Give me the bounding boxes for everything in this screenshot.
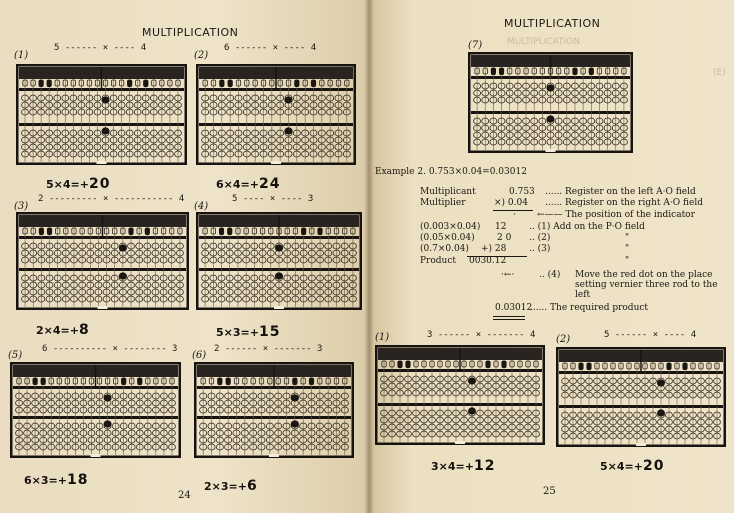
result-rule — [493, 316, 525, 317]
figure-multiplication-marker: 2 ------ × ------- 3 — [214, 344, 323, 354]
figure-number: (1) — [14, 50, 29, 61]
figure-multiplication-marker: 5 ------ × ---- 4 — [604, 330, 697, 340]
figure-number: (1) — [375, 332, 390, 343]
soroban-abacus-illustration — [196, 212, 362, 310]
right-page-title: MULTIPLICATION — [504, 17, 601, 30]
row-value: +) 28 — [481, 244, 507, 254]
ditto-mark: " — [625, 233, 630, 243]
figure-caption: 2×3=+6 — [204, 478, 258, 494]
row-note: .. (1) Add on the P·O field — [529, 222, 645, 232]
book-gutter — [364, 0, 374, 513]
figure-multiplication-marker: 5 ---- × ---- 3 — [232, 194, 314, 204]
row-note: ...... Register on the left A·O field — [545, 187, 696, 197]
ditto-mark: " — [625, 256, 630, 266]
figure-caption: 6×4=+24 — [216, 176, 281, 192]
figure-number: (3) — [14, 201, 29, 212]
soroban-abacus-illustration — [196, 64, 356, 165]
ditto-mark: " — [625, 244, 630, 254]
row-label: Multiplier — [420, 198, 466, 208]
figure-multiplication-marker: 6 ---------- × -------- 3 — [42, 344, 178, 354]
figure-number: (2) — [556, 334, 571, 345]
page-number: 25 — [543, 486, 556, 497]
row-value: 2 0 — [497, 233, 512, 243]
figure-number: (5) — [8, 350, 23, 361]
figure-multiplication-marker: 2 --------- × ----------- 4 — [38, 194, 185, 204]
figure-number: (6) — [192, 350, 207, 361]
result-rule — [493, 319, 525, 320]
step4-arrow: ·←· — [501, 270, 515, 280]
figure-caption: 5×4=+20 — [600, 458, 665, 474]
figure-caption: 6×3=+18 — [24, 472, 89, 488]
figure-multiplication-marker: 3 ------ × ------- 4 — [427, 330, 536, 340]
show-through-text: MULTIPLICATION — [507, 37, 581, 47]
soroban-abacus-illustration — [375, 345, 545, 445]
step4-number: .. (4) — [539, 270, 561, 280]
result-text: ...... The required product — [530, 303, 649, 313]
result-value: 0.03012 — [495, 303, 533, 313]
row-label: Multiplicant — [420, 187, 476, 197]
soroban-abacus-illustration — [556, 347, 726, 447]
example-heading: Example 2. 0.753×0.04=0.03012 — [375, 167, 527, 177]
figure-caption: 5×4=+20 — [46, 176, 111, 192]
figure-number: (7) — [468, 40, 483, 51]
row-value: 0030.12 — [469, 256, 507, 266]
row-note: .. (2) — [529, 233, 551, 243]
row-label: (0.05×0.04) — [420, 233, 475, 243]
row-value: ×) 0.04 — [494, 198, 528, 208]
soroban-abacus-illustration — [16, 64, 187, 165]
figure-number: (4) — [194, 201, 209, 212]
row-value: · — [513, 210, 516, 220]
row-note: .. (3) — [529, 244, 551, 254]
figure-number: (2) — [194, 50, 209, 61]
row-label: Product — [420, 256, 456, 266]
soroban-abacus-illustration — [468, 52, 633, 153]
page-number: 24 — [178, 490, 191, 501]
row-label: (0.003×0.04) — [420, 222, 481, 232]
row-value: 12 — [495, 222, 507, 232]
figure-multiplication-marker: 6 ------ × ---- 4 — [224, 43, 317, 53]
soroban-abacus-illustration — [16, 212, 189, 310]
figure-multiplication-marker: 5 ------ × ---- 4 — [54, 43, 147, 53]
step4-text: Move the red dot on the place setting vernier three rod to the left — [575, 270, 718, 300]
row-value: 0.753 — [509, 187, 535, 197]
figure-caption: 5×3=+15 — [216, 324, 281, 340]
row-note: ...... Register on the right A·O field — [545, 198, 703, 208]
left-page-title: MULTIPLICATION — [142, 26, 239, 39]
figure-caption: 3×4=+12 — [431, 458, 496, 474]
soroban-abacus-illustration — [194, 362, 354, 458]
right-page — [369, 0, 734, 513]
row-label: (0.7×0.04) — [420, 244, 469, 254]
soroban-abacus-illustration — [10, 362, 181, 458]
figure-caption: 2×4=+8 — [36, 322, 90, 338]
row-note: ←—— The position of the indicator — [537, 210, 695, 220]
show-through-text: (E) — [713, 68, 726, 78]
